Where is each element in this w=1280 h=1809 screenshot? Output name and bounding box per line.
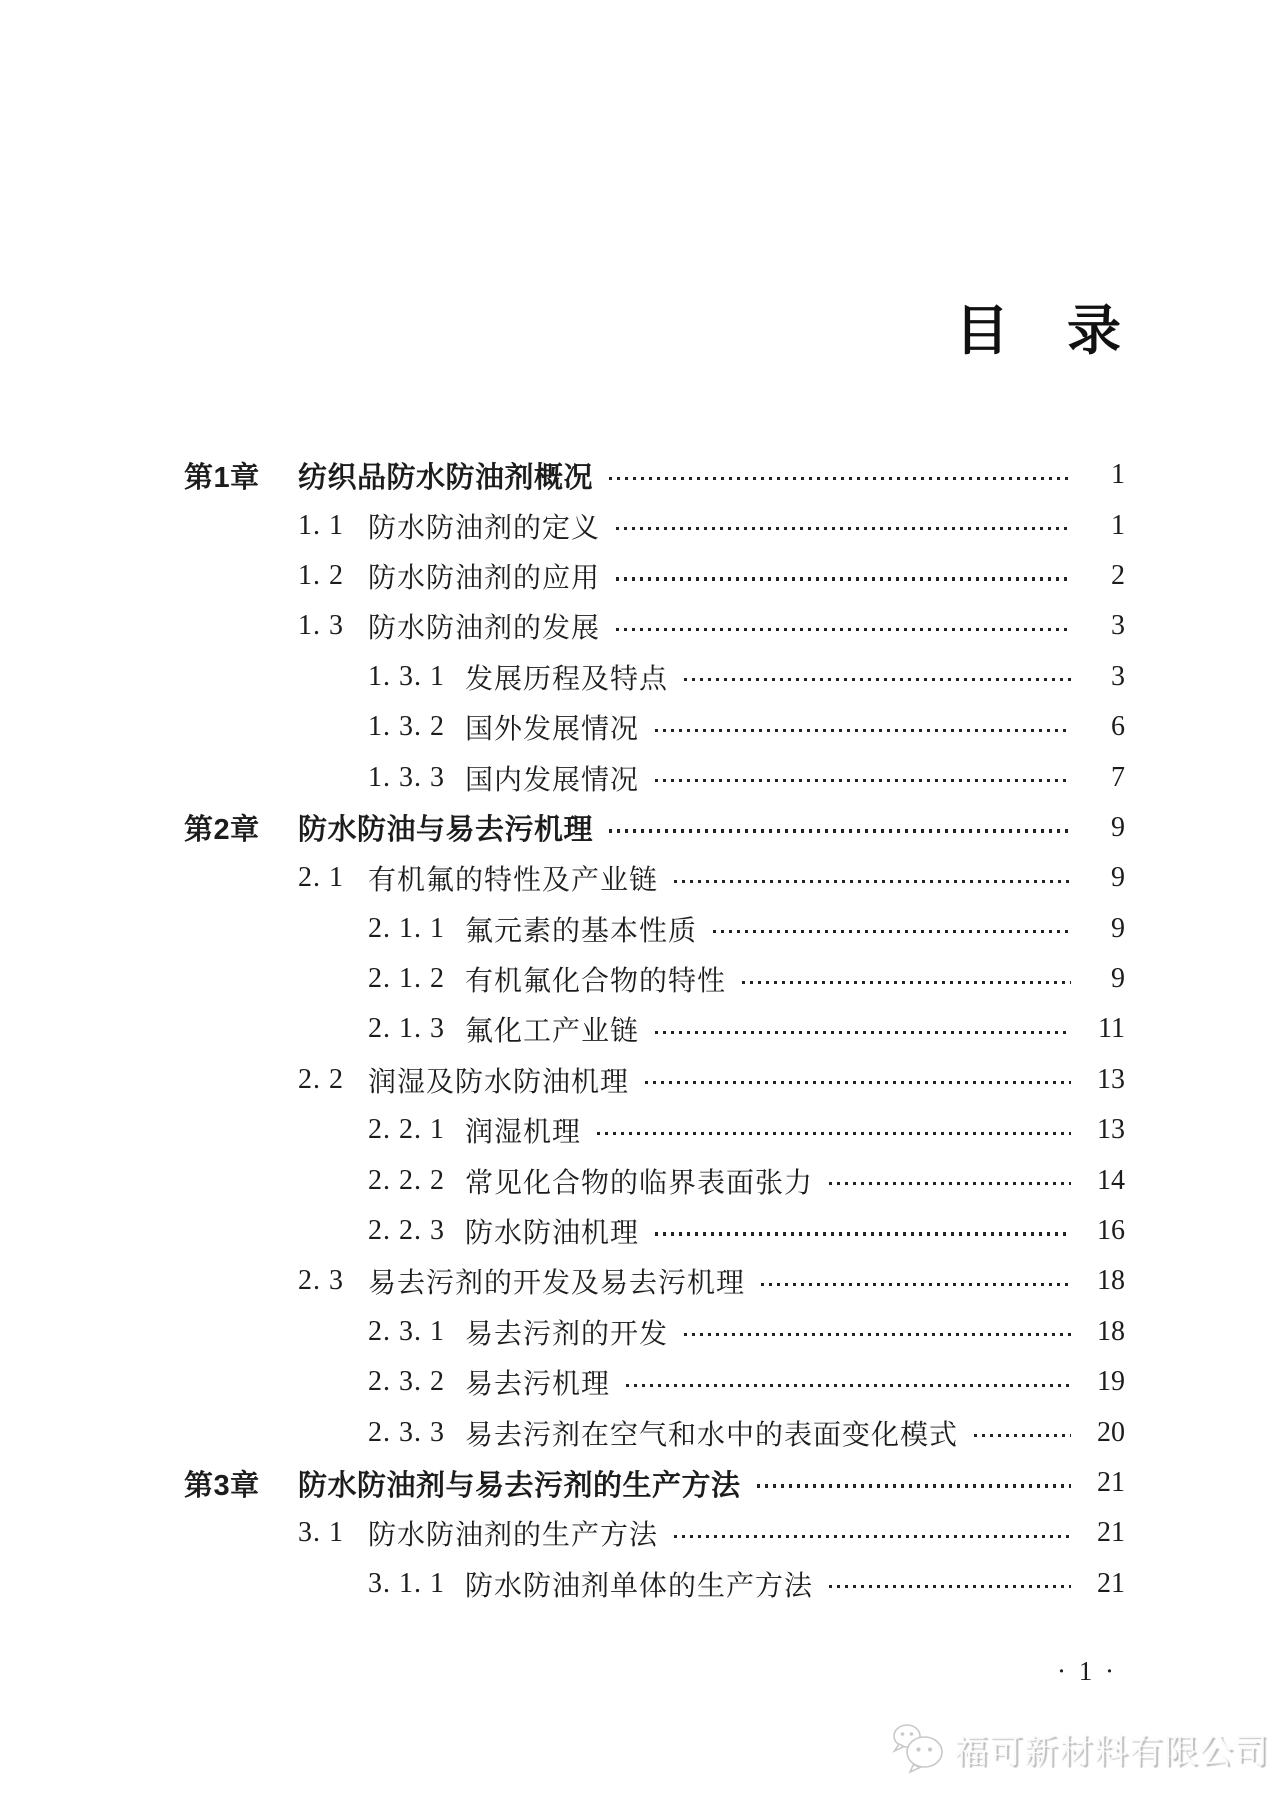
toc-entry-title: 国外发展情况 <box>465 714 640 746</box>
toc-entry <box>184 1105 1125 1155</box>
toc-entry-page: 1 <box>1111 459 1125 491</box>
toc-dot-leader <box>713 930 1071 933</box>
toc-entry-number: 2. 3. 3 <box>368 1416 445 1448</box>
toc-dot-leader <box>974 1434 1071 1437</box>
toc-entry-title: 润湿机理 <box>465 1117 582 1149</box>
toc-entry <box>184 702 1125 752</box>
toc-entry-title: 润湿及防水防油机理 <box>368 1066 630 1098</box>
toc-entry-page: 11 <box>1098 1013 1125 1045</box>
toc-entry-number: 2. 1 <box>298 862 344 894</box>
toc-entry <box>184 1307 1125 1357</box>
toc-entry <box>184 1407 1125 1457</box>
toc-dot-leader <box>742 981 1071 984</box>
toc-dot-leader <box>655 1232 1071 1235</box>
toc-entry-number: 2. 3 <box>298 1265 344 1297</box>
toc-entry-title: 常见化合物的临界表面张力 <box>465 1167 814 1199</box>
toc-entry <box>184 1559 1125 1609</box>
toc-entry-title: 防水防油与易去污机理 <box>298 814 594 847</box>
toc-entry-title: 易去污剂的开发及易去污机理 <box>368 1268 746 1300</box>
toc-entry-title: 防水防油剂的定义 <box>368 512 601 544</box>
toc-entry-number: 2. 2. 2 <box>368 1164 445 1196</box>
toc-entry-title: 易去污剂的开发 <box>465 1318 669 1350</box>
toc-dot-leader <box>626 1384 1071 1387</box>
toc-entry <box>184 1458 1125 1508</box>
toc-entry-number: 2. 2. 1 <box>368 1114 445 1146</box>
toc-entry <box>184 1155 1125 1205</box>
toc-dot-leader <box>684 1333 1071 1336</box>
toc-entry-number: 1. 3 <box>298 610 344 642</box>
toc-dot-leader <box>609 829 1071 832</box>
toc-dot-leader <box>655 779 1071 782</box>
toc-entry-title: 防水防油机理 <box>465 1218 640 1250</box>
toc-dot-leader <box>655 1031 1071 1034</box>
toc-entry <box>184 954 1125 1004</box>
toc-entry-number: 2. 2 <box>298 1063 344 1095</box>
toc-dot-leader <box>616 527 1071 530</box>
toc-entry-title: 防水防油剂的生产方法 <box>368 1520 659 1552</box>
toc-entry <box>184 1004 1125 1054</box>
toc-entry <box>184 853 1125 903</box>
toc-entry-page: 21 <box>1097 1467 1125 1498</box>
wechat-icon <box>891 1722 945 1774</box>
toc-entry-number: 3. 1. 1 <box>368 1567 445 1599</box>
toc-entry-page: 9 <box>1111 912 1125 944</box>
toc-entry <box>184 551 1125 601</box>
toc-entry <box>184 1055 1125 1105</box>
toc-entry-number: 2. 1. 3 <box>368 1013 445 1045</box>
toc-entry-page: 3 <box>1111 660 1125 692</box>
footer-page-number: · 1 · <box>1057 1656 1117 1686</box>
toc-entry-number: 1. 3. 2 <box>368 711 445 743</box>
toc-entry <box>184 904 1125 954</box>
toc-dot-leader <box>645 1081 1071 1084</box>
toc-entry-number: 2. 1. 2 <box>368 963 445 995</box>
toc-entry-page: 21 <box>1097 1517 1125 1549</box>
toc-entry-number: 第1章 <box>184 461 260 494</box>
toc-dot-leader <box>597 1132 1071 1135</box>
toc-entry-page: 7 <box>1111 761 1125 793</box>
toc-dot-leader <box>761 1283 1071 1286</box>
toc-entry-page: 2 <box>1111 559 1125 591</box>
toc-entry-page: 9 <box>1111 862 1125 894</box>
toc-entry-title: 防水防油剂单体的生产方法 <box>465 1570 814 1602</box>
toc-entry-number: 2. 3. 1 <box>368 1315 445 1347</box>
toc-entry-number: 第2章 <box>184 814 260 847</box>
toc-entry-page: 1 <box>1111 509 1125 541</box>
toc-entry-title: 氟化工产业链 <box>465 1016 640 1048</box>
toc-entry-title: 防水防油剂的发展 <box>368 613 601 645</box>
toc-entry-title: 防水防油剂与易去污剂的生产方法 <box>298 1469 741 1502</box>
toc-entry-number: 1. 1 <box>298 509 344 541</box>
toc-entry-title: 发展历程及特点 <box>465 663 669 695</box>
toc-entry-page: 13 <box>1097 1063 1125 1095</box>
toc-dot-leader <box>674 1535 1071 1538</box>
toc-entry-page: 13 <box>1097 1114 1125 1146</box>
toc-entry-page: 18 <box>1097 1265 1125 1297</box>
toc-entry <box>184 601 1125 651</box>
toc-entry-title: 有机氟的特性及产业链 <box>368 865 659 897</box>
toc-entry-number: 1. 2 <box>298 559 344 591</box>
watermark <box>891 1722 1269 1774</box>
toc-entry-title: 易去污机理 <box>465 1369 611 1401</box>
toc-dot-leader <box>829 1182 1071 1185</box>
toc-entry-page: 21 <box>1097 1567 1125 1599</box>
page-title: 目 录 <box>955 301 1123 361</box>
toc-entry-number: 1. 3. 3 <box>368 761 445 793</box>
toc-dot-leader <box>616 577 1071 580</box>
toc-entry <box>184 1206 1125 1256</box>
toc-dot-leader <box>609 477 1071 480</box>
toc-entry-number: 1. 3. 1 <box>368 660 445 692</box>
toc-entry-number: 2. 1. 1 <box>368 912 445 944</box>
toc-entry <box>184 500 1125 550</box>
toc-entry-page: 20 <box>1097 1416 1125 1448</box>
toc-entry <box>184 752 1125 802</box>
toc-dot-leader <box>655 729 1071 732</box>
toc-entry <box>184 652 1125 702</box>
toc-dot-leader <box>684 678 1071 681</box>
toc-entry-page: 9 <box>1111 963 1125 995</box>
toc-entry-title: 防水防油剂的应用 <box>368 562 601 594</box>
toc-entry-number: 2. 3. 2 <box>368 1366 445 1398</box>
toc-entry-page: 14 <box>1097 1164 1125 1196</box>
toc-entry-title: 易去污剂在空气和水中的表面变化模式 <box>465 1419 959 1451</box>
toc-entry <box>184 1256 1125 1306</box>
toc-entry-page: 6 <box>1111 711 1125 743</box>
toc-entry-title: 纺织品防水防油剂概况 <box>298 461 594 494</box>
toc-entry-number: 3. 1 <box>298 1517 344 1549</box>
toc-entry-page: 16 <box>1097 1215 1125 1247</box>
toc-entry <box>184 803 1125 853</box>
watermark-company-name: 福可新材料有限公司 <box>954 1733 1269 1771</box>
toc-entry-title: 有机氟化合物的特性 <box>465 966 727 998</box>
toc-entry-number: 第3章 <box>184 1469 260 1502</box>
toc-entry-number: 2. 2. 3 <box>368 1215 445 1247</box>
toc-entry-page: 18 <box>1097 1315 1125 1347</box>
toc-entry <box>184 1357 1125 1407</box>
toc-entry-page: 3 <box>1111 610 1125 642</box>
toc-entry-title: 国内发展情况 <box>465 764 640 796</box>
toc-list <box>184 450 1125 1609</box>
toc-dot-leader <box>674 880 1071 883</box>
toc-entry <box>184 1508 1125 1558</box>
toc-dot-leader <box>757 1484 1071 1487</box>
toc-dot-leader <box>616 628 1071 631</box>
toc-dot-leader <box>829 1585 1071 1588</box>
toc-entry-title: 氟元素的基本性质 <box>465 915 698 947</box>
toc-entry <box>184 450 1125 500</box>
toc-entry-page: 19 <box>1097 1366 1125 1398</box>
toc-entry-page: 9 <box>1111 811 1125 843</box>
